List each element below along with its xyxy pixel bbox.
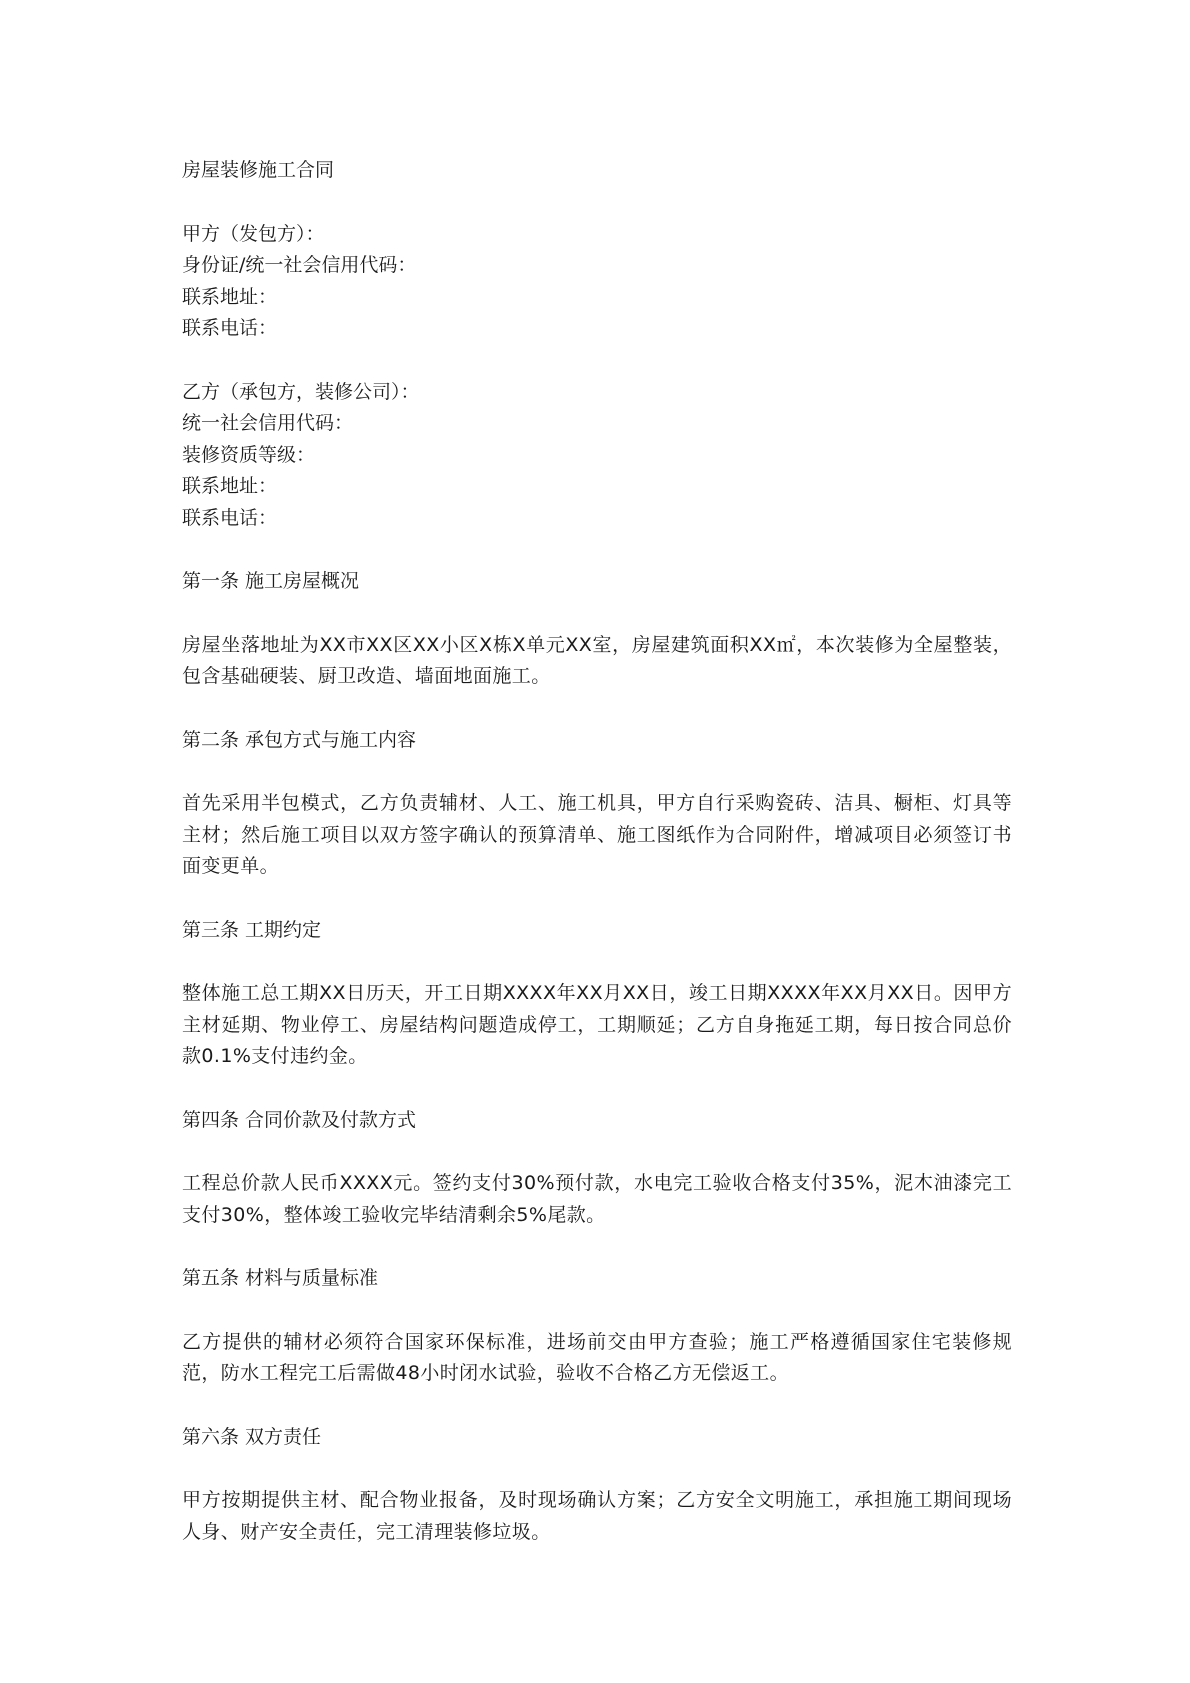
article-heading: 第五条 材料与质量标准 bbox=[182, 1267, 379, 1289]
article-6 bbox=[182, 1422, 1012, 1549]
document-title: 房屋装修施工合同 bbox=[182, 159, 335, 181]
article-heading: 第二条 承包方式与施工内容 bbox=[182, 728, 417, 751]
article-1 bbox=[182, 566, 1012, 693]
article-heading: 第一条 施工房屋概况 bbox=[182, 570, 360, 592]
article-2 bbox=[182, 725, 1012, 883]
party-a-block bbox=[182, 219, 1012, 345]
party-b-credit-code-line: 统一社会信用代码： bbox=[182, 412, 354, 434]
party-a-phone-line: 联系电话： bbox=[182, 317, 278, 339]
article-heading: 第四条 合同价款及付款方式 bbox=[182, 1108, 417, 1131]
article-5 bbox=[182, 1263, 1012, 1390]
article-body: 乙方提供的辅材必须符合国家环保标准，进场前交由甲方查验；施工严格遵循国家住宅装修规范，防水工程完工后需做48小时闭水试验，验收不合格乙方无偿返工。 bbox=[182, 1330, 1012, 1384]
article-body: 房屋坐落地址为XX市XX区XX小区X栋X单元XX室，房屋建筑面积XX㎡，本次装修为全屋整装，包含基础硬装、厨卫改造、墙面地面施工。 bbox=[182, 633, 1012, 687]
article-body: 甲方按期提供主材、配合物业报备，及时现场确认方案；乙方安全文明施工，承担施工期间现场人身、财产安全责任，完工清理装修垃圾。 bbox=[182, 1489, 1012, 1543]
article-3 bbox=[182, 915, 1012, 1073]
party-b-qualification-line: 装修资质等级： bbox=[182, 443, 316, 466]
party-b-address-line: 联系地址： bbox=[182, 475, 278, 497]
article-body: 整体施工总工期XX日历天，开工日期XXXX年XX月XX日，竣工日期XXXX年XX月XX日。因甲方主材延期、物业停工、房屋结构问题造成停工，工期顺延；乙方自身拖延工期，每日按合同总价款0.1%支付违约金。 bbox=[182, 982, 1012, 1067]
party-a-id-line: 身份证/统一社会信用代码： bbox=[182, 254, 417, 276]
party-a-name-line: 甲方（发包方）： bbox=[182, 222, 325, 245]
article-heading: 第六条 双方责任 bbox=[182, 1425, 322, 1448]
article-body: 工程总价款人民币XXXX元。签约支付30%预付款，水电完工验收合格支付35%，泥木油漆完工支付30%，整体竣工验收完毕结清剩余5%尾款。 bbox=[182, 1172, 1012, 1226]
party-b-block bbox=[182, 377, 1012, 535]
article-body: 首先采用半包模式，乙方负责辅材、人工、施工机具，甲方自行采购瓷砖、洁具、橱柜、灯具等主材；然后施工项目以双方签字确认的预算清单、施工图纸作为合同附件，增减项目必须签订书面变更单。 bbox=[182, 792, 1012, 877]
contract-page bbox=[182, 155, 1012, 1580]
party-b-name-line: 乙方（承包方，装修公司）： bbox=[182, 380, 420, 403]
party-b-phone-line: 联系电话： bbox=[182, 506, 278, 529]
article-heading: 第三条 工期约定 bbox=[182, 918, 322, 941]
article-4 bbox=[182, 1105, 1012, 1232]
party-a-address-line: 联系地址： bbox=[182, 285, 278, 308]
